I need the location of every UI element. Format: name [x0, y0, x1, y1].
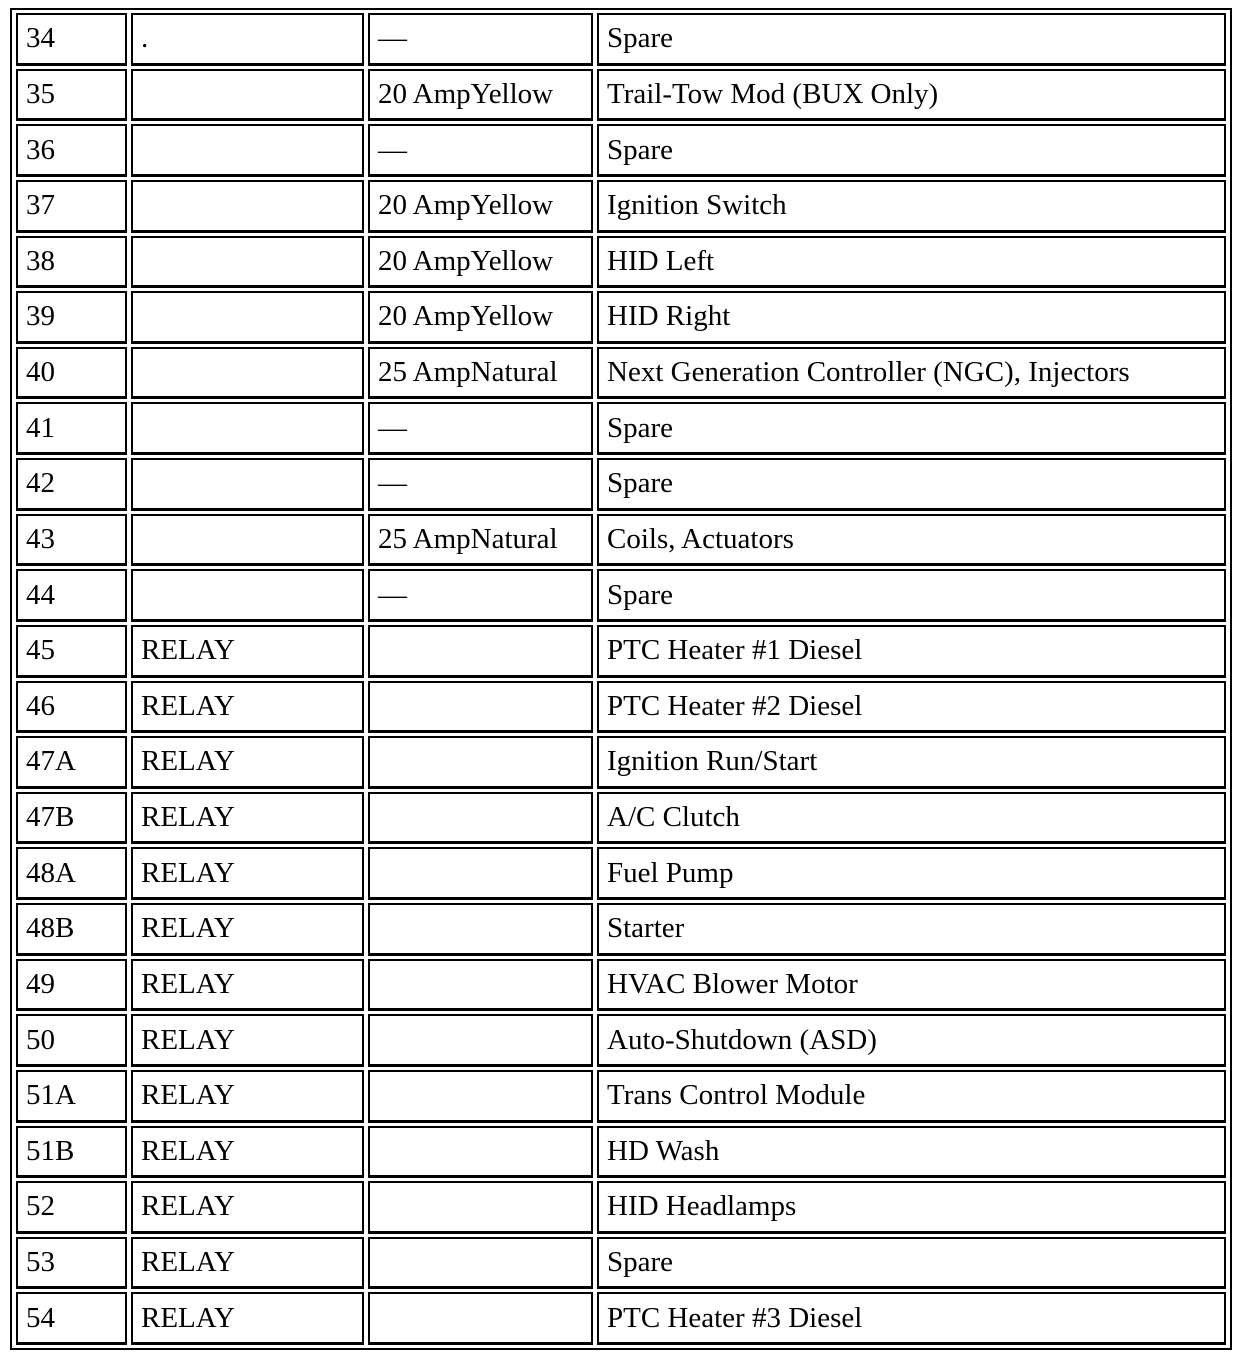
fuse-rating-cell: 20 AmpYellow	[368, 180, 593, 233]
table-row	[16, 1237, 1226, 1290]
item-type-cell: RELAY	[131, 1181, 364, 1234]
cavity-number-cell: 43	[16, 514, 127, 567]
fuse-rating-cell	[368, 1181, 593, 1234]
item-type-cell	[131, 569, 364, 622]
cavity-number-cell: 40	[16, 347, 127, 400]
table-row	[16, 1070, 1226, 1123]
item-type-cell: RELAY	[131, 1237, 364, 1290]
item-type-cell: RELAY	[131, 736, 364, 789]
fuse-rating-cell: 25 AmpNatural	[368, 347, 593, 400]
fuse-rating-cell: 20 AmpYellow	[368, 236, 593, 289]
cavity-number-cell: 47A	[16, 736, 127, 789]
item-type-cell: RELAY	[131, 1126, 364, 1179]
table-row	[16, 792, 1226, 845]
circuit-description-cell: Coils, Actuators	[597, 514, 1226, 567]
item-type-cell: RELAY	[131, 792, 364, 845]
item-type-cell	[131, 124, 364, 177]
item-type-cell: RELAY	[131, 1070, 364, 1123]
item-type-cell	[131, 514, 364, 567]
circuit-description-cell: Trans Control Module	[597, 1070, 1226, 1123]
circuit-description-cell: Spare	[597, 1237, 1226, 1290]
cavity-number-cell: 46	[16, 681, 127, 734]
cavity-number-cell: 36	[16, 124, 127, 177]
item-type-cell: RELAY	[131, 847, 364, 900]
table-row	[16, 1014, 1226, 1067]
circuit-description-cell: Ignition Run/Start	[597, 736, 1226, 789]
table-row	[16, 514, 1226, 567]
table-row	[16, 681, 1226, 734]
fuse-rating-cell	[368, 681, 593, 734]
table-row	[16, 1292, 1226, 1345]
table-row	[16, 124, 1226, 177]
table-row	[16, 1126, 1226, 1179]
fuse-table-body	[16, 13, 1226, 1345]
fuse-table	[12, 10, 1230, 1348]
circuit-description-cell: Ignition Switch	[597, 180, 1226, 233]
circuit-description-cell: Fuel Pump	[597, 847, 1226, 900]
table-row	[16, 736, 1226, 789]
circuit-description-cell: Auto-Shutdown (ASD)	[597, 1014, 1226, 1067]
cavity-number-cell: 53	[16, 1237, 127, 1290]
cavity-number-cell: 51B	[16, 1126, 127, 1179]
fuse-rating-cell: 20 AmpYellow	[368, 69, 593, 122]
cavity-number-cell: 49	[16, 959, 127, 1012]
circuit-description-cell: Spare	[597, 13, 1226, 66]
cavity-number-cell: 48B	[16, 903, 127, 956]
circuit-description-cell: A/C Clutch	[597, 792, 1226, 845]
table-row	[16, 402, 1226, 455]
table-row	[16, 569, 1226, 622]
table-row	[16, 903, 1226, 956]
fuse-rating-cell	[368, 959, 593, 1012]
table-row	[16, 847, 1226, 900]
item-type-cell	[131, 291, 364, 344]
cavity-number-cell: 48A	[16, 847, 127, 900]
fuse-rating-cell	[368, 736, 593, 789]
cavity-number-cell: 37	[16, 180, 127, 233]
fuse-rating-cell	[368, 1126, 593, 1179]
item-type-cell	[131, 236, 364, 289]
circuit-description-cell: Trail-Tow Mod (BUX Only)	[597, 69, 1226, 122]
fuse-rating-cell	[368, 847, 593, 900]
circuit-description-cell: Spare	[597, 402, 1226, 455]
table-row	[16, 625, 1226, 678]
item-type-cell: RELAY	[131, 903, 364, 956]
cavity-number-cell: 42	[16, 458, 127, 511]
circuit-description-cell: Spare	[597, 124, 1226, 177]
table-row	[16, 180, 1226, 233]
fuse-rating-cell	[368, 1292, 593, 1345]
item-type-cell: RELAY	[131, 681, 364, 734]
cavity-number-cell: 51A	[16, 1070, 127, 1123]
fuse-rating-cell: 25 AmpNatural	[368, 514, 593, 567]
circuit-description-cell: PTC Heater #2 Diesel	[597, 681, 1226, 734]
item-type-cell: RELAY	[131, 959, 364, 1012]
cavity-number-cell: 39	[16, 291, 127, 344]
fuse-rating-cell: —	[368, 402, 593, 455]
fuse-rating-cell	[368, 625, 593, 678]
fuse-table-frame	[10, 8, 1232, 1350]
cavity-number-cell: 45	[16, 625, 127, 678]
table-row	[16, 347, 1226, 400]
cavity-number-cell: 52	[16, 1181, 127, 1234]
item-type-cell: RELAY	[131, 625, 364, 678]
fuse-rating-cell: —	[368, 458, 593, 511]
table-row	[16, 69, 1226, 122]
fuse-rating-cell	[368, 1237, 593, 1290]
item-type-cell: RELAY	[131, 1292, 364, 1345]
cavity-number-cell: 47B	[16, 792, 127, 845]
table-row	[16, 291, 1226, 344]
table-row	[16, 959, 1226, 1012]
circuit-description-cell: HD Wash	[597, 1126, 1226, 1179]
table-row	[16, 13, 1226, 66]
item-type-cell	[131, 347, 364, 400]
fuse-rating-cell	[368, 1070, 593, 1123]
circuit-description-cell: Starter	[597, 903, 1226, 956]
circuit-description-cell: PTC Heater #3 Diesel	[597, 1292, 1226, 1345]
cavity-number-cell: 54	[16, 1292, 127, 1345]
fuse-rating-cell	[368, 903, 593, 956]
circuit-description-cell: PTC Heater #1 Diesel	[597, 625, 1226, 678]
cavity-number-cell: 50	[16, 1014, 127, 1067]
item-type-cell: .	[131, 13, 364, 66]
cavity-number-cell: 41	[16, 402, 127, 455]
circuit-description-cell: HID Left	[597, 236, 1226, 289]
item-type-cell	[131, 402, 364, 455]
circuit-description-cell: Spare	[597, 458, 1226, 511]
circuit-description-cell: HVAC Blower Motor	[597, 959, 1226, 1012]
table-row	[16, 1181, 1226, 1234]
fuse-rating-cell: —	[368, 569, 593, 622]
fuse-rating-cell	[368, 792, 593, 845]
cavity-number-cell: 34	[16, 13, 127, 66]
fuse-rating-cell	[368, 1014, 593, 1067]
cavity-number-cell: 44	[16, 569, 127, 622]
fuse-rating-cell: 20 AmpYellow	[368, 291, 593, 344]
circuit-description-cell: HID Headlamps	[597, 1181, 1226, 1234]
item-type-cell: RELAY	[131, 1014, 364, 1067]
item-type-cell	[131, 180, 364, 233]
table-row	[16, 236, 1226, 289]
cavity-number-cell: 35	[16, 69, 127, 122]
fuse-rating-cell: —	[368, 13, 593, 66]
circuit-description-cell: Next Generation Controller (NGC), Injectors	[597, 347, 1226, 400]
cavity-number-cell: 38	[16, 236, 127, 289]
item-type-cell	[131, 458, 364, 511]
item-type-cell	[131, 69, 364, 122]
fuse-rating-cell: —	[368, 124, 593, 177]
table-row	[16, 458, 1226, 511]
circuit-description-cell: Spare	[597, 569, 1226, 622]
circuit-description-cell: HID Right	[597, 291, 1226, 344]
